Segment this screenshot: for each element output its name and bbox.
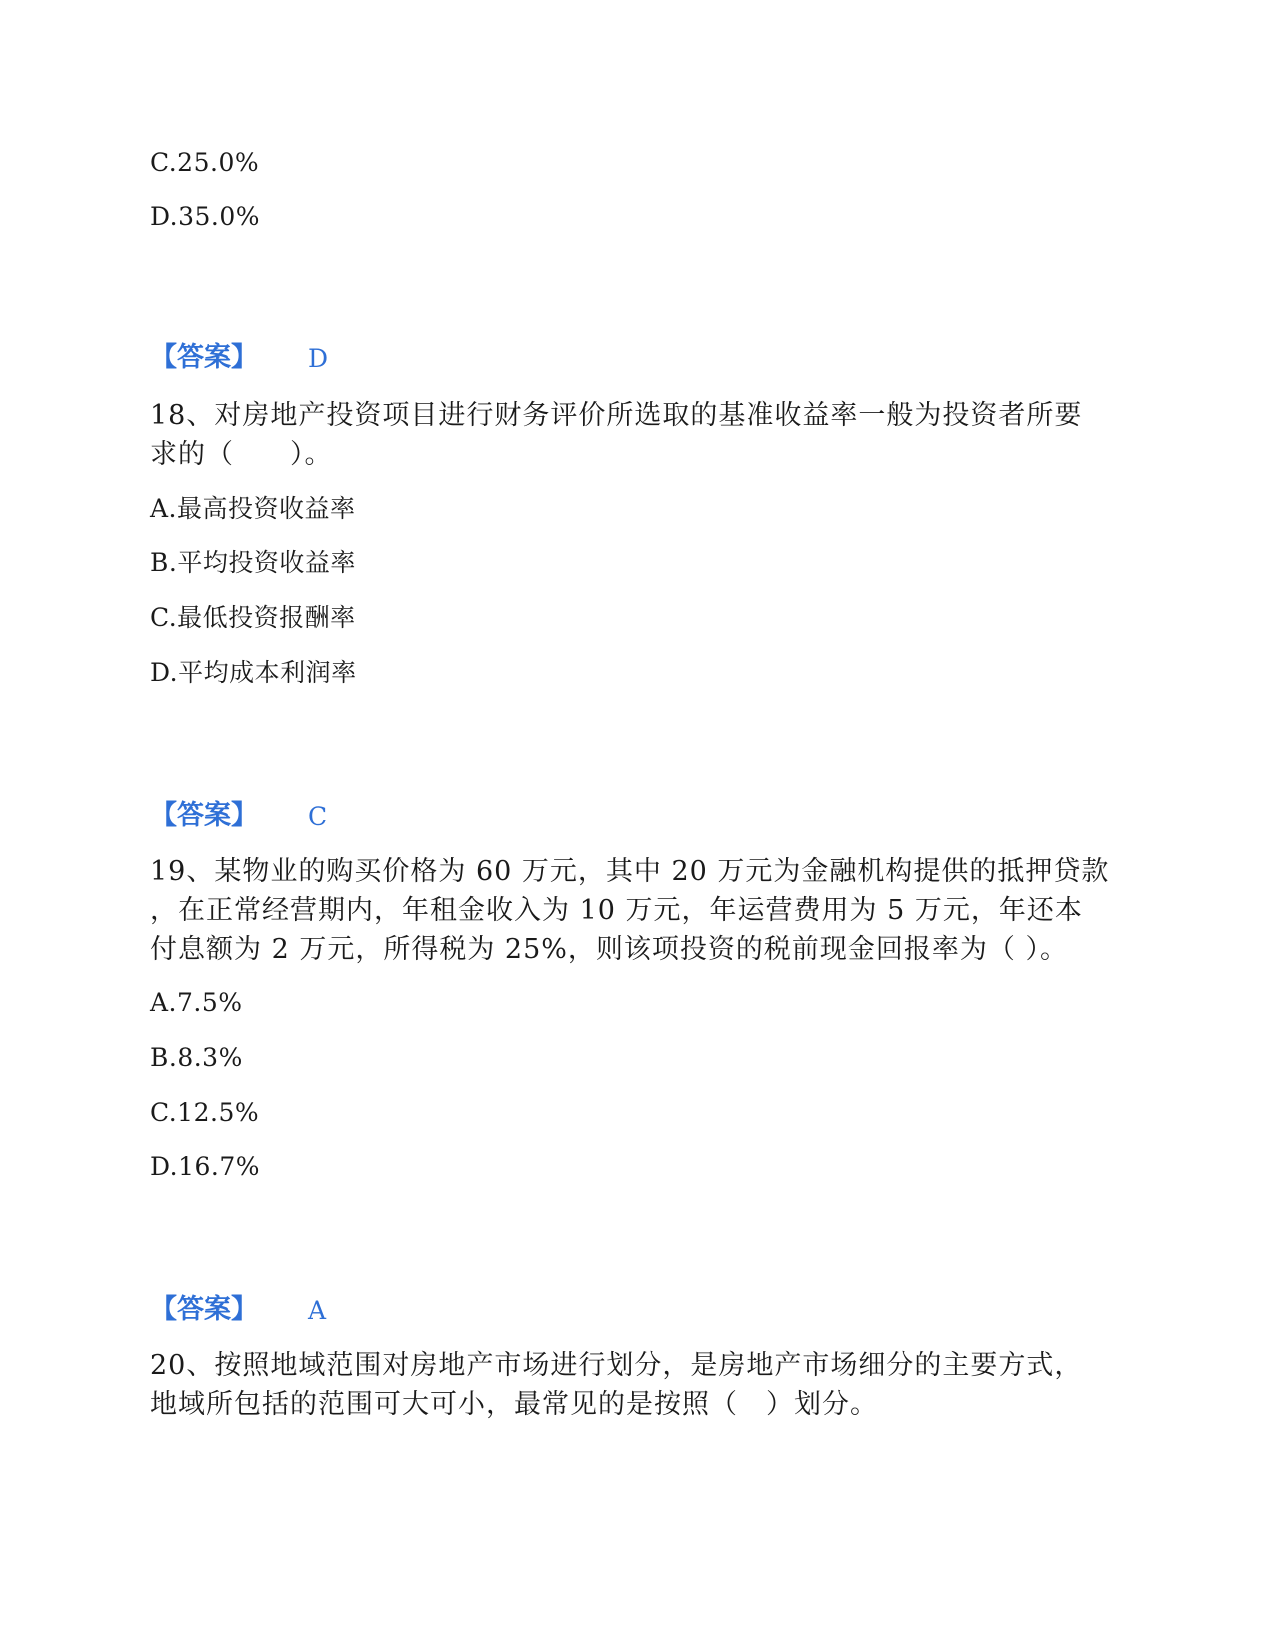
- q20-stem-line-2: 地域所包括的范围可大可小，最常见的是按照（ ）划分。: [150, 1389, 878, 1420]
- answer-label: 【答案】: [150, 342, 258, 373]
- q19-option-c: C.12.5%: [150, 1098, 260, 1127]
- q18-option-c: C.最低投资报酬率: [150, 603, 356, 632]
- q18-stem-line-1: 18、对房地产投资项目进行财务评价所选取的基准收益率一般为投资者所要: [150, 400, 1083, 431]
- q18-option-d: D.平均成本利润率: [150, 658, 357, 687]
- q19-stem-line-2: ，在正常经营期内，年租金收入为 10 万元，年运营费用为 5 万元，年还本: [150, 895, 1083, 926]
- answer-label: 【答案】: [150, 800, 258, 831]
- q18-option-b: B.平均投资收益率: [150, 548, 356, 577]
- q17-option-c: C.25.0%: [150, 148, 260, 177]
- q20-stem-line-1: 20、按照地域范围对房地产市场进行划分，是房地产市场细分的主要方式，: [150, 1350, 1083, 1381]
- answer-label: 【答案】: [150, 1294, 258, 1325]
- q19-option-d: D.16.7%: [150, 1152, 261, 1181]
- q19-stem-line-3: 付息额为 2 万元，所得税为 25%，则该项投资的税前现金回报率为（ ）。: [150, 934, 1069, 965]
- q17-option-d: D.35.0%: [150, 202, 261, 231]
- q18-stem-line-2: 求的（ ）。: [150, 439, 333, 470]
- answer-value: A: [308, 1296, 327, 1325]
- q19-option-a: A.7.5%: [150, 988, 243, 1017]
- q19-stem-line-1: 19、某物业的购买价格为 60 万元，其中 20 万元为金融机构提供的抵押贷款: [150, 856, 1110, 887]
- q18-option-a: A.最高投资收益率: [150, 494, 356, 523]
- answer-value: D: [308, 344, 329, 373]
- answer-value: C: [308, 802, 328, 831]
- q19-option-b: B.8.3%: [150, 1043, 243, 1072]
